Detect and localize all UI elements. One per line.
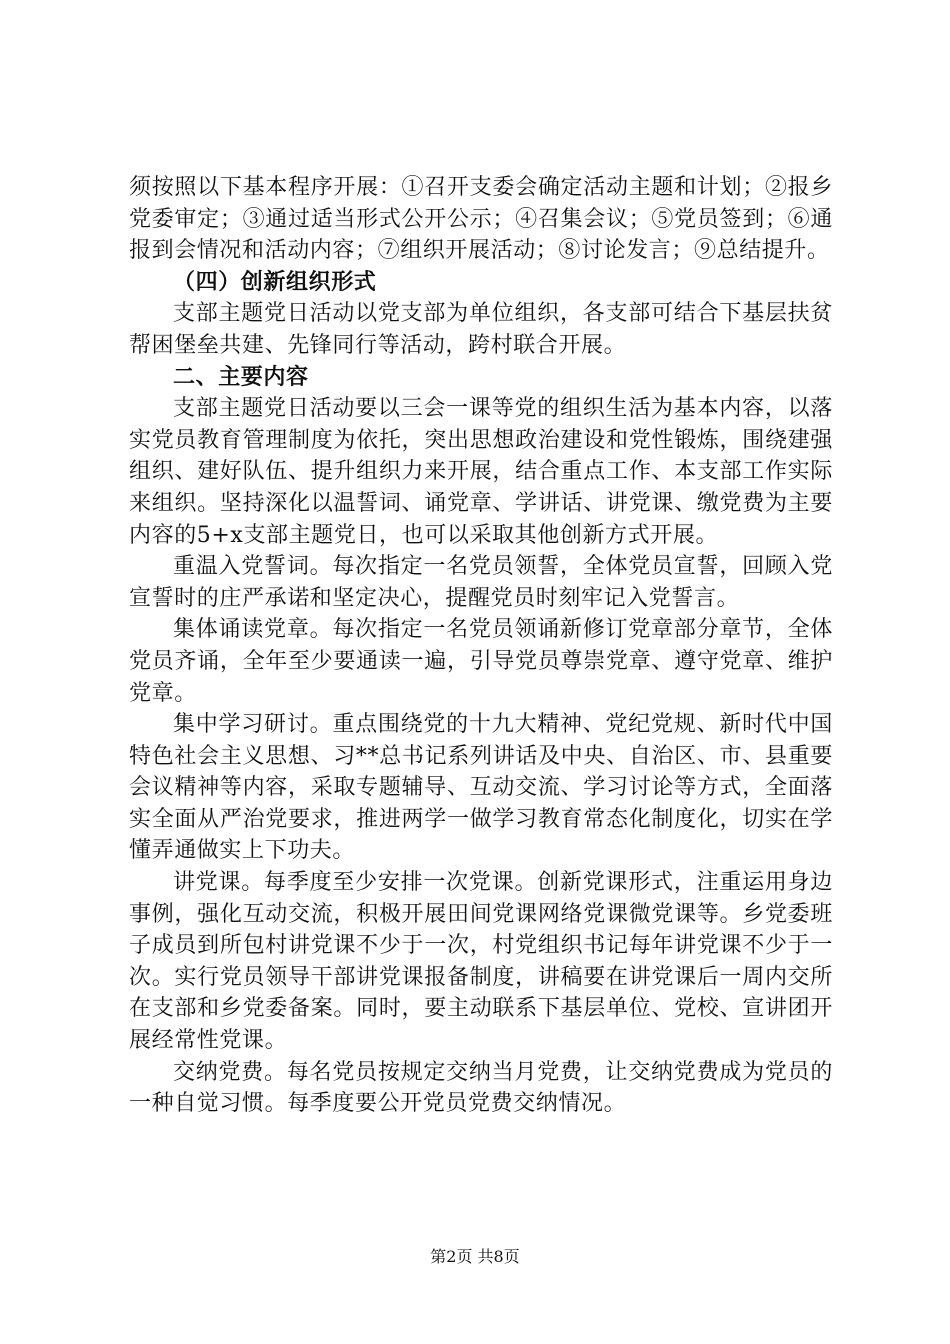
paragraph-party-dues: 交纳党费。每名党员按规定交纳当月党费，让交纳党费成为党员的一种自觉习惯。每季度要公开党员党费交纳情况。 — [129, 1059, 833, 1117]
document-body — [129, 172, 833, 1120]
paragraph-organization: 支部主题党日活动以党支部为单位组织，各支部可结合下基层扶贫帮困堡垒共建、先锋同行等活动，跨村联合开展。 — [129, 301, 833, 358]
section-heading-main-content: 二、主要内容 — [173, 364, 309, 390]
paragraph-party-lecture: 讲党课。每季度至少安排一次党课。创新党课形式，注重运用身边事例，强化互动交流，积极开展田间党课网络党课微党课等。乡党委班子成员到所包村讲党课不少于一次，村党组织书记每年讲党课不少于一次。实行党员领导干部讲党课报备制度，讲稿要在讲党课后一周内交所在支部和乡党委备案。同时，要主动联系下基层单位、党校、宣讲团开展经常性党课。 — [129, 870, 833, 1054]
paragraph-study: 集中学习研讨。重点围绕党的十九大精神、党纪党规、新时代中国特色社会主义思想、习**总书记系列讲话及中央、自治区、市、县重要会议精神等内容，采取专题辅导、互动交流、学习讨论等方式，全面落实全面从严治党要求，推进两学一做学习教育常态化制度化，切实在学懂弄通做实上下功夫。 — [129, 712, 833, 864]
section-heading-innovation: （四）创新组织形式 — [173, 269, 377, 295]
paragraph-procedure: 须按照以下基本程序开展：①召开支委会确定活动主题和计划；②报乡党委审定；③通过适当形式公开公示；④召集会议；⑤党员签到；⑥通报到会情况和活动内容；⑦组织开展活动；⑧讨论发言；⑨总结提升。 — [129, 175, 833, 264]
page-number-footer: 第2页 共8页 — [430, 1247, 520, 1266]
paragraph-charter-reading: 集体诵读党章。每次指定一名党员领诵新修订党章部分章节，全体党员齐诵，全年至少要通读一遍，引导党员尊崇党章、遵守党章、维护党章。 — [129, 617, 833, 706]
paragraph-oath: 重温入党誓词。每次指定一名党员领誓，全体党员宣誓，回顾入党宣誓时的庄严承诺和坚定决心，提醒党员时刻牢记入党誓言。 — [129, 554, 833, 611]
paragraph-main-content: 支部主题党日活动要以三会一课等党的组织生活为基本内容，以落实党员教育管理制度为依托，突出思想政治建设和党性锻炼，围绕建强组织、建好队伍、提升组织力来开展，结合重点工作、本支部工作实际来组织。坚持深化以温誓词、诵党章、学讲话、讲党课、缴党费为主要内容的5+x支部主题党日，也可以采取其他创新方式开展。 — [129, 396, 833, 548]
